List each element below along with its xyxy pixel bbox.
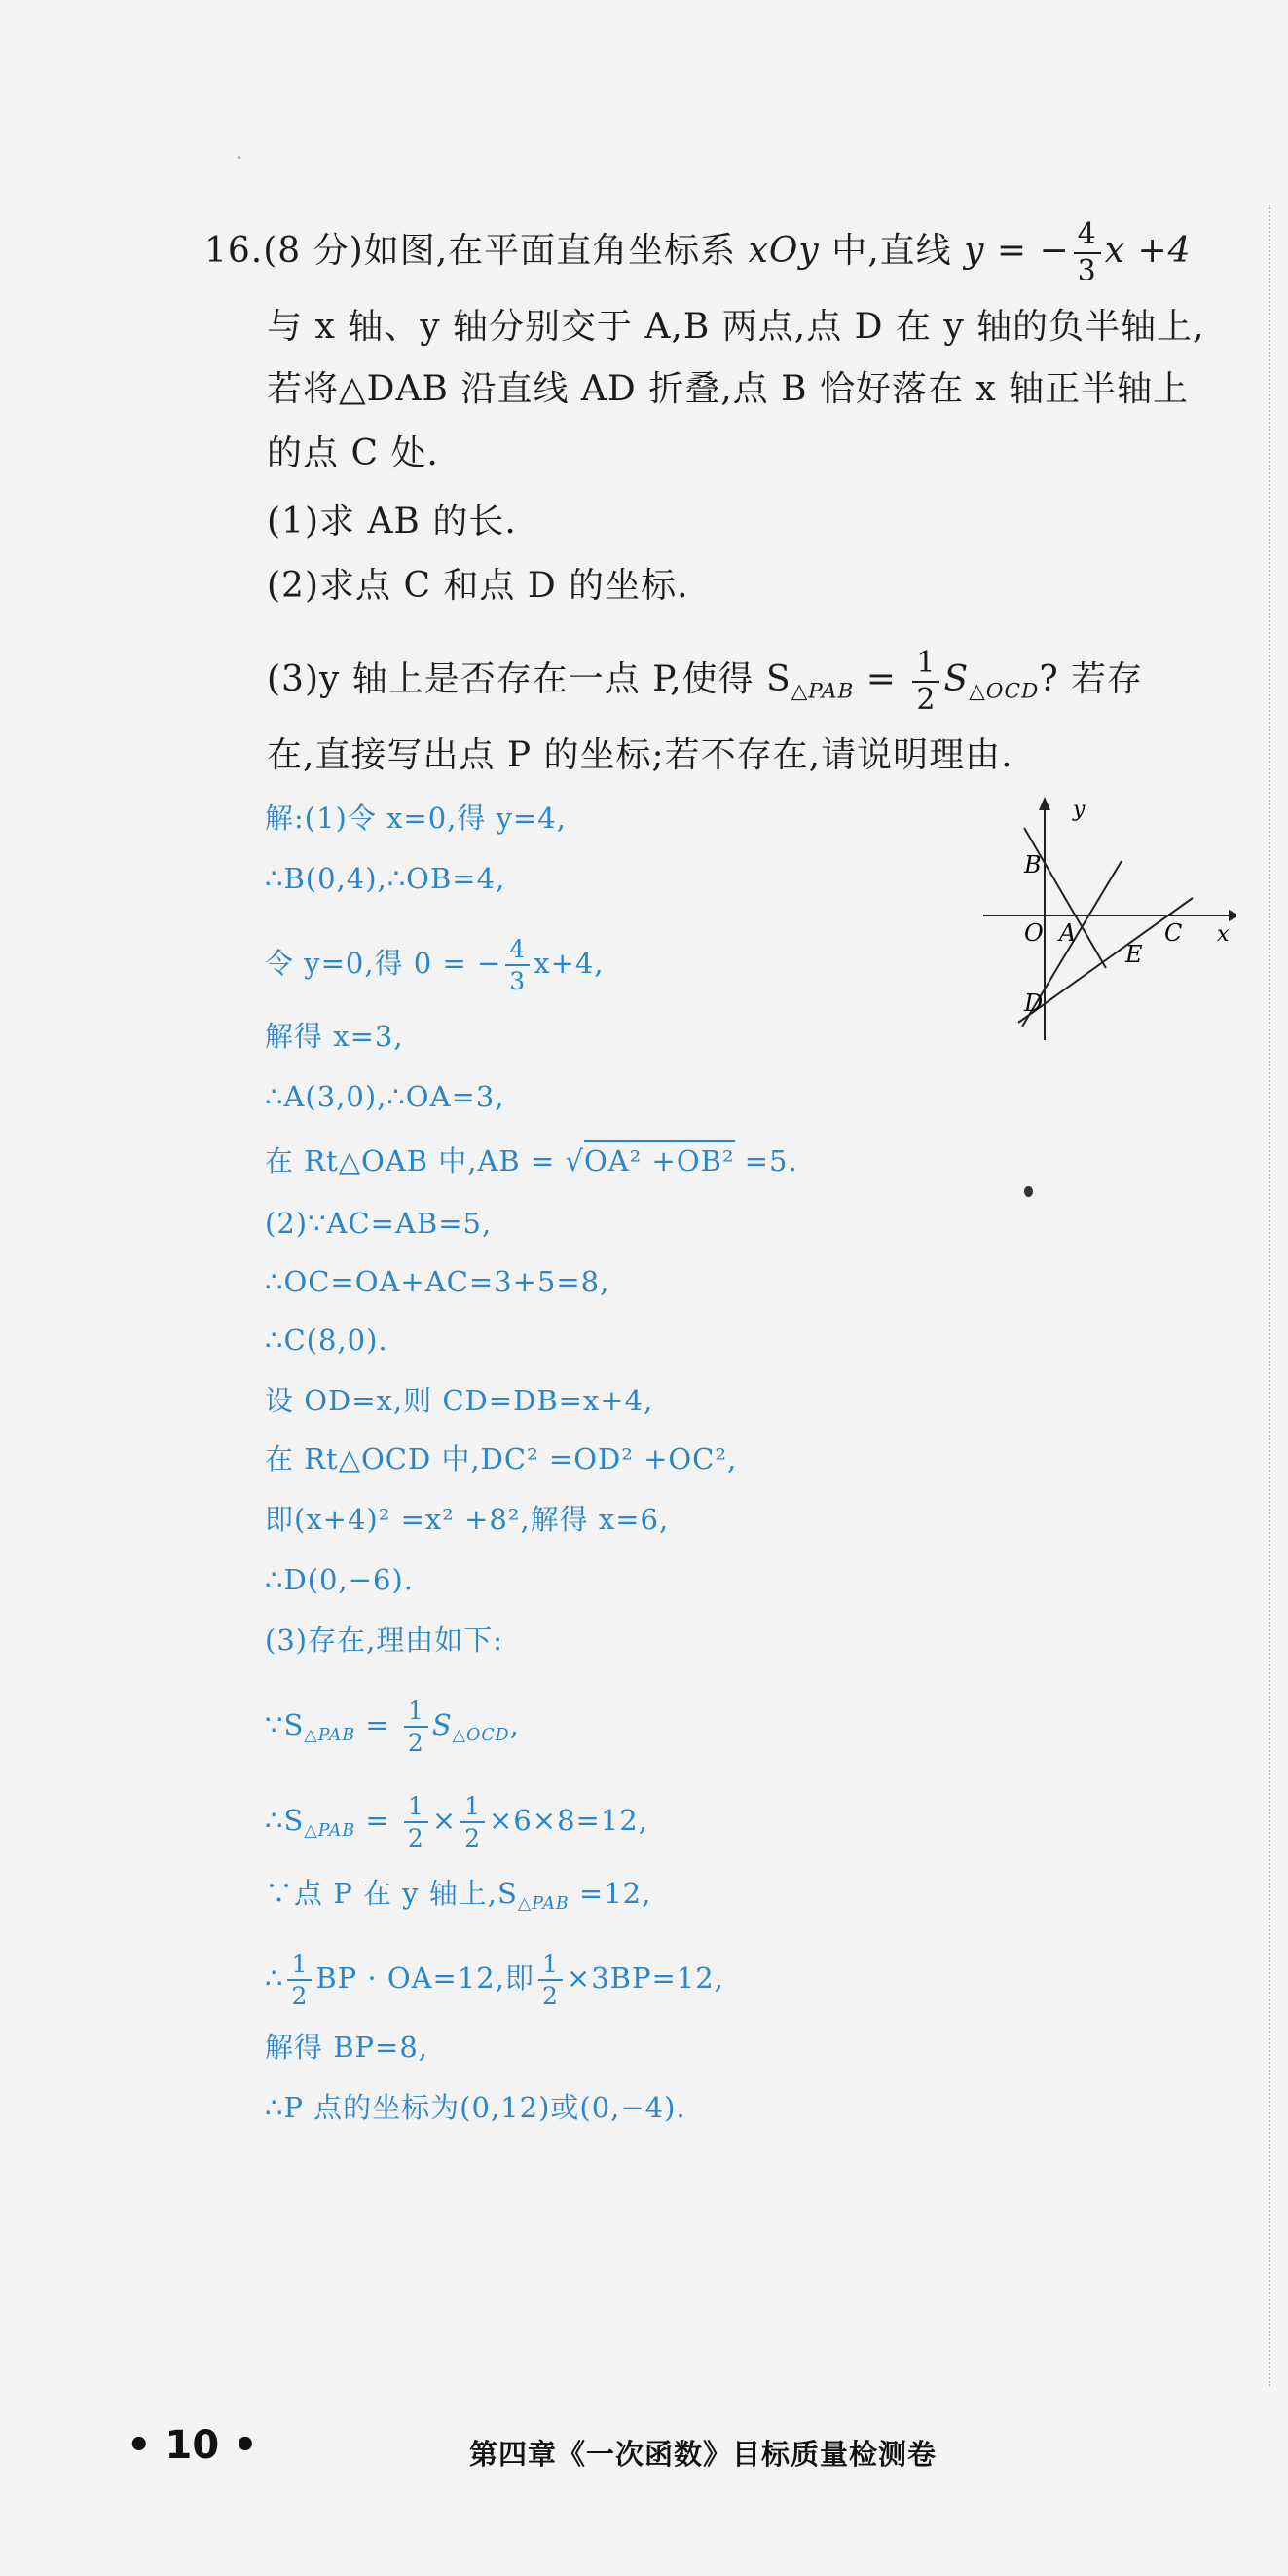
subscript: △OCD — [969, 679, 1040, 704]
solution-line-1: 解:(1)令 x=0,得 y=4, — [265, 802, 567, 835]
equation-rhs: x +4 — [1104, 231, 1192, 271]
y-axis-arrow — [1039, 797, 1050, 810]
denominator: 2 — [407, 1729, 424, 1757]
label-D: D — [1024, 989, 1044, 1017]
solution-text: 令 y=0,得 0 = − — [265, 947, 502, 980]
problem-text: (3)y 轴上是否存在一点 P,使得 S — [267, 659, 791, 699]
numerator: 4 — [505, 937, 530, 966]
solution-line-9: ∴C(8,0). — [265, 1324, 388, 1357]
denominator: 2 — [541, 1982, 559, 2010]
coordinate-figure — [974, 797, 1236, 1050]
line-AB — [1024, 828, 1106, 968]
page-edge-divider — [1269, 205, 1270, 2386]
coordinate-system-name: xOy — [748, 231, 820, 271]
fraction — [460, 1794, 485, 1850]
problem-number: 16.(8 分)如图,在平面直角坐标系 — [204, 231, 737, 271]
solution-line-4: 解得 x=3, — [265, 1020, 404, 1053]
area-symbol: S — [431, 1708, 453, 1741]
label-x: x — [1217, 922, 1230, 947]
problem-line-1 — [204, 217, 1192, 288]
equals-sign: = — [854, 659, 909, 699]
solution-line-17 — [265, 1876, 651, 1922]
solution-line-12: 即(x+4)² =x² +8²,解得 x=6, — [265, 1503, 670, 1536]
solution-line-15 — [265, 1699, 520, 1755]
numerator: 1 — [404, 1699, 428, 1728]
problem-part-3 — [267, 646, 1144, 717]
ink-mark — [1024, 1186, 1033, 1197]
page-number: • 10 • — [127, 2423, 258, 2468]
solution-line-13: ∴D(0,−6). — [265, 1563, 414, 1596]
solution-line-11: 在 Rt△OCD 中,DC² =OD² +OC², — [265, 1442, 738, 1475]
solution-line-8: ∴OC=OA+AC=3+5=8, — [265, 1265, 610, 1298]
fraction — [912, 646, 939, 717]
times-sign: × — [431, 1804, 458, 1837]
solution-line-18 — [265, 1952, 724, 2008]
problem-line-4: 的点 C 处. — [267, 433, 439, 473]
radicand: OA² +OB² — [584, 1140, 735, 1177]
numerator: 4 — [1074, 220, 1101, 254]
solution-line-7: (2)∵AC=AB=5, — [265, 1207, 493, 1240]
fraction — [404, 1699, 428, 1755]
solution-text: , — [509, 1708, 520, 1741]
subscript: △PAB — [791, 679, 855, 704]
fraction — [1074, 217, 1101, 288]
solution-text: ∴S — [265, 1804, 305, 1837]
problem-line-3: 若将△DAB 沿直线 AD 折叠,点 B 恰好落在 x 轴正半轴上 — [267, 369, 1190, 409]
solution-text: BP · OA=12,即 — [315, 1961, 534, 1995]
denominator: 3 — [1077, 254, 1097, 288]
problem-text: 中,直线 — [831, 231, 952, 271]
label-A: A — [1059, 919, 1077, 947]
solution-text: ∴ — [265, 1961, 284, 1995]
equation-lhs: y = − — [964, 231, 1070, 271]
solution-line-19: 解得 BP=8, — [265, 2031, 429, 2064]
subscript: △OCD — [452, 1726, 510, 1746]
label-y: y — [1073, 798, 1086, 822]
solution-text: =5. — [734, 1144, 798, 1177]
problem-text: ? 若存 — [1039, 659, 1144, 699]
fraction — [505, 937, 530, 993]
fraction — [287, 1952, 312, 2008]
subscript: △PAB — [304, 1726, 356, 1746]
denominator: 2 — [464, 1824, 482, 1852]
solution-line-20: ∴P 点的坐标为(0,12)或(0,−4). — [265, 2091, 686, 2124]
denominator: 2 — [916, 683, 937, 717]
solution-text: x+4, — [534, 947, 605, 980]
chapter-title: 第四章《一次函数》目标质量检测卷 — [469, 2438, 938, 2471]
numerator: 1 — [538, 1952, 563, 1981]
solution-line-14: (3)存在,理由如下: — [265, 1624, 504, 1657]
label-B: B — [1024, 851, 1042, 878]
label-E: E — [1125, 941, 1143, 968]
equals-sign: = — [355, 1804, 400, 1837]
solution-line-16 — [265, 1794, 648, 1850]
solution-line-5: ∴A(3,0),∴OA=3, — [265, 1080, 505, 1113]
denominator: 3 — [509, 967, 527, 995]
numerator: 1 — [287, 1952, 312, 1981]
solution-text: ×6×8=12, — [489, 1804, 648, 1837]
solution-text: ∵点 P 在 y 轴上,S — [265, 1877, 518, 1910]
equals-sign: = — [355, 1708, 400, 1741]
solution-text: ×3BP=12, — [566, 1961, 724, 1995]
solution-line-2: ∴B(0,4),∴OB=4, — [265, 862, 506, 895]
solution-line-3 — [265, 937, 605, 993]
denominator: 2 — [291, 1982, 309, 2010]
numerator: 1 — [912, 649, 939, 683]
label-O: O — [1024, 919, 1044, 947]
fraction — [538, 1952, 563, 2008]
problem-line-2: 与 x 轴、y 轴分别交于 A,B 两点,点 D 在 y 轴的负半轴上, — [267, 307, 1205, 347]
fraction — [404, 1794, 428, 1850]
scan-speck — [238, 156, 240, 159]
solution-text: =12, — [569, 1877, 652, 1910]
label-C: C — [1164, 919, 1183, 947]
problem-part-2: (2)求点 C 和点 D 的坐标. — [267, 566, 689, 606]
solution-line-6 — [265, 1143, 798, 1178]
problem-part-1: (1)求 AB 的长. — [267, 502, 517, 541]
numerator: 1 — [460, 1794, 485, 1823]
numerator: 1 — [404, 1794, 428, 1823]
problem-part-3-cont: 在,直接写出点 P 的坐标;若不存在,请说明理由. — [267, 735, 1013, 775]
subscript: △PAB — [517, 1894, 570, 1915]
subscript: △PAB — [304, 1821, 356, 1842]
area-symbol: S — [943, 659, 970, 699]
solution-text: ∵S — [265, 1708, 305, 1741]
solution-text: 在 Rt△OAB 中,AB = √ — [265, 1144, 584, 1177]
x-axis-arrow — [1229, 910, 1236, 921]
solution-line-10: 设 OD=x,则 CD=DB=x+4, — [265, 1384, 654, 1417]
denominator: 2 — [407, 1824, 424, 1852]
